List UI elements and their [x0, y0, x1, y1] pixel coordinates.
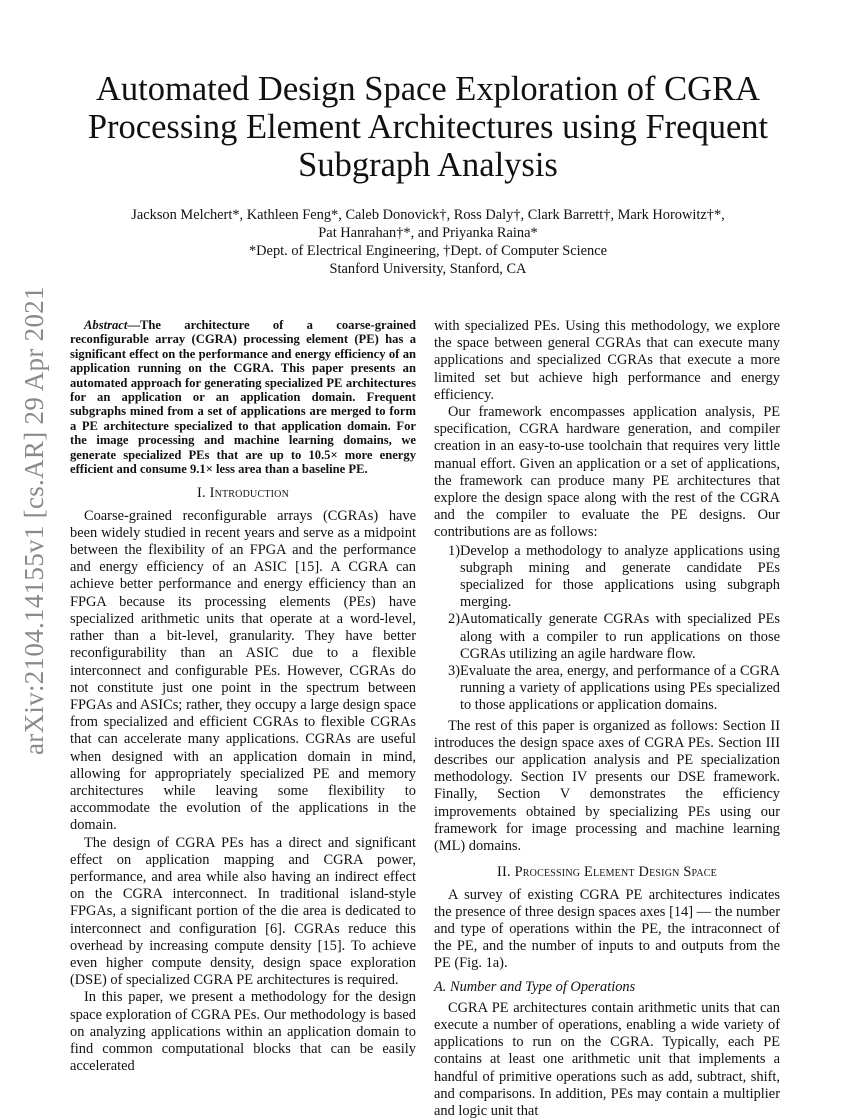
list-number: 1) [448, 542, 460, 559]
paragraph: In this paper, we present a methodology for the design space exploration of CGRA PEs. Our methodology is based on analyzing applications within an application domain to find common computational blocks that can be easily accelerated [70, 989, 416, 1075]
left-column [70, 318, 416, 1075]
list-number: 3) [448, 663, 460, 680]
list-item [434, 663, 780, 715]
title-line: Subgraph Analysis [298, 146, 558, 184]
authors-line: Pat Hanrahan†*, and Priyanka Raina* [318, 225, 538, 241]
paragraph: A survey of existing CGRA PE architectures indicates the presence of three design spaces axes [14] — the number and type of operations within the PE, the intraconnect of the PE, and the number of inputs to and outputs from the PE (Fig. 1a). [434, 886, 780, 972]
paragraph: CGRA PE architectures contain arithmetic units that can execute a number of operations, enabling a wide variety of applications to run on the CGRA. Typically, each PE contains at least one arithmetic unit that implements a handful of primitive operations such as add, subtract, shift, and comparisons. In addition, PEs may contain a multiplier and logic unit that [434, 999, 780, 1119]
paragraph: The rest of this paper is organized as follows: Section II introduces the design space axes of CGRA PEs. Section III describes our application analysis and PE specialization methodology. Section IV presents our DSE framework. Finally, Section V demonstrates the efficiency improvements obtained by specializing PEs using our framework for image processing and machine learning (ML) domains. [434, 717, 780, 855]
authors-line: Jackson Melchert*, Kathleen Feng*, Caleb Donovick†, Ross Daly†, Clark Barrett†, Mark Horowitz†*, [131, 207, 725, 223]
contribution-list [434, 543, 780, 715]
paper-title [60, 70, 796, 184]
abstract [70, 318, 416, 476]
author-block [60, 206, 796, 278]
title-line: Automated Design Space Exploration of CGRA [95, 70, 760, 108]
paragraph: The design of CGRA PEs has a direct and significant effect on application mapping and CGRA power, performance, and area while also having an indirect effect on the CGRA interconnect. In traditional island-style FPGAs, a significant portion of the die area is dedicated to interconnect and configuration [6]. CGRAs reduce this overhead by increasing compute density [15]. To achieve even higher compute density, design space exploration (DSE) of specialized CGRA PE architectures is required. [70, 834, 416, 989]
subsection-heading: A. Number and Type of Operations [434, 978, 636, 995]
list-item [434, 611, 780, 663]
list-text: Automatically generate CGRAs with specialized PEs along with a compiler to run applications on those CGRAs utilizing an agile hardware flow. [460, 611, 780, 662]
section-heading: I. Introduction [197, 485, 289, 502]
list-text: Develop a methodology to analyze applications using subgraph mining and generate candidate PEs specialized for those applications using subgraph merging. [460, 542, 780, 611]
affiliation-line: *Dept. of Electrical Engineering, †Dept. of Computer Science [248, 243, 608, 259]
paragraph: with specialized PEs. Using this methodology, we explore the space between general CGRAs that can execute many applications and specialized CGRAs that execute a more limited set but achieve high performance and energy efficiency. [434, 318, 780, 403]
arxiv-identifier: arXiv:2104.14155v1 [cs.AR] 29 Apr 2021 [19, 286, 49, 755]
title-line: Processing Element Architectures using Frequent [87, 108, 769, 146]
list-item [434, 543, 780, 612]
abstract-label: Abstract [84, 318, 128, 332]
list-text: Evaluate the area, energy, and performance of a CGRA running a variety of applications using PEs specialized to those applications or application domains. [460, 663, 780, 714]
paragraph: Coarse-grained reconfigurable arrays (CGRAs) have been widely studied in recent years and serve as a midpoint between the flexibility of an FPGA and the performance and energy efficiency of an ASIC [15]. A CGRA can achieve better performance and energy efficiency than an FPGA because its processing elements (PEs) have specialized arithmetic units that operate at a word-level, rather than a bit-level, granularity. They have better reconfigurability than an ASIC due to a flexible interconnect and configurable PEs. However, CGRAs do not constitute just one point in the spectrum between FPGAs and ASICs; rather, they occupy a large design space from specialized and efficient CGRAs to flexible CGRAs that can accelerate many applications. CGRAs are useful when designed with an application domain in mind, allowing for appropriately specialized PE and memory architectures while leaving some flexibility to accommodate the evolution of the applications in the domain. [70, 507, 416, 834]
paragraph: Our framework encompasses application analysis, PE specification, CGRA hardware generation, and compiler creation in an easy-to-use toolchain that requires very little manual effort. Given an application or a set of applications, the framework can produce many PE architectures that explore the design space along with the rest of the CGRA and the compiler to evaluate the PE designs. Our contributions are as follows: [434, 404, 780, 541]
right-column [434, 318, 780, 1120]
abstract-text: —The architecture of a coarse-grained reconfigurable array (CGRA) processing element (PE) has a significant effect on the performance and energy efficiency of an application running on the CGRA. This paper presents an automated approach for generating specialized PE architectures for an application or an application domain. Frequent subgraphs mined from a set of applications are merged to form a PE architecture specialized to that application domain. For the image processing and machine learning domains, we generate specialized PEs that are up to 10.5× more energy efficient and consume 9.1× less area than a baseline PE. [70, 318, 416, 477]
affiliation-line: Stanford University, Stanford, CA [329, 261, 527, 277]
section-heading: II. Processing Element Design Space [497, 864, 717, 881]
list-number: 2) [448, 611, 460, 628]
